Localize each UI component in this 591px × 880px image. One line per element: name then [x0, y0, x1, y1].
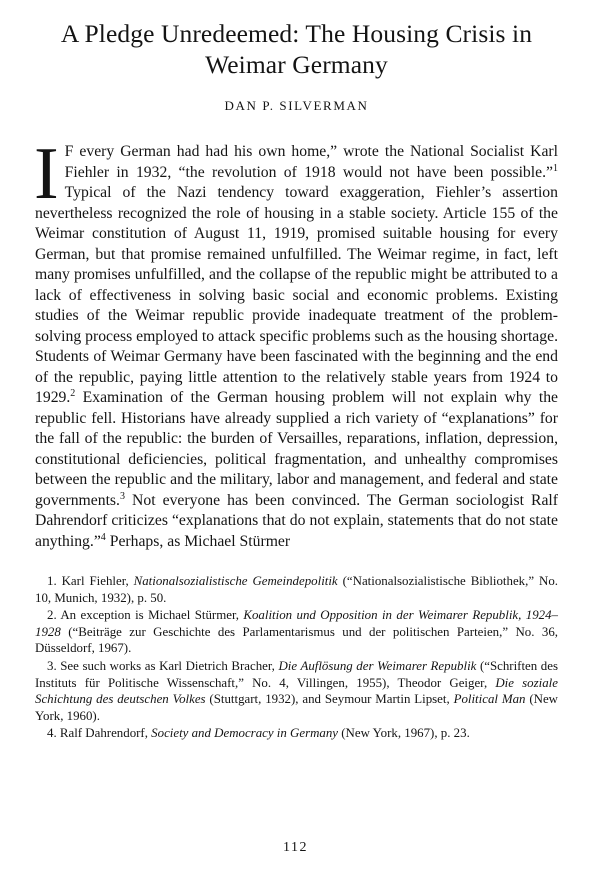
page-number: 112 [283, 840, 308, 855]
drop-cap: I [34, 133, 59, 215]
footnote-3: 3. See such works as Karl Dietrich Bracher, Die Auflösung der Weimarer Republik (“Schriften des Instituts für Politische Wissenschaft,” No. 4, Villingen, 1955), Theodor Geiger, Die soziale Schichtung des deutschen Volkes (Stuttgart, 1932), and Seymour Martin Lipset, Political Man (New York, 1960). [35, 658, 558, 723]
article-author: DAN P. SILVERMAN [224, 98, 369, 113]
footnote-ref-1: 1 [553, 162, 558, 174]
footnote-number: 4. [47, 726, 57, 741]
body-text-part-4: Not everyone has been convinced. The German sociologist Ralf Dahrendorf criticizes “explanations that do not explain, statements that do not state anything.” [35, 491, 558, 550]
body-text-part-2: Typical of the Nazi tendency toward exaggeration, Fiehler’s assertion nevertheless recognized the role of housing in a stable society. Article 155 of the Weimar constitution of August 11, 1919, promised suitable housing for every German, but that promise remained unfulfilled. The Weimar regime, in fact, left many promises unfulfilled, and the collapse of the republic might be attributed to a lack of effectiveness in solving basic social and economic problems. Existing studies of the Weimar republic provide inadequate treatment of the problem-solving process employed to attack specific problems such as the housing shortage. Students of Weimar Germany have been fascinated with the beginning and the end of the republic, paying little attention to the relatively stable years from 1924 to 1929. [35, 184, 558, 406]
footnote-4: 4. Ralf Dahrendorf, Society and Democracy in Germany (New York, 1967), p. 23. [35, 725, 558, 742]
footnote-number: 3. [47, 658, 57, 673]
body-text-part-5: Perhaps, as Michael Stürmer [105, 532, 291, 550]
article-title [35, 18, 558, 80]
cited-title: Die soziale Schichtung des deutschen Volkes [35, 675, 558, 707]
article-title-line-2: Weimar Germany [205, 50, 388, 79]
body-text-part-1: F every German had had his own home,” wrote the National Socialist Karl Fiehler in 1932, “the revolution of 1918 would not have been possible.” [64, 143, 558, 181]
article-page [35, 18, 558, 743]
body-text-part-3: Examination of the German housing problem will not explain why the republic fell. Historians have already supplied a rich variety of “explanations” for the fall of the republic: the burden of Versailles, reparations, inflation, depression, constitutional deficiencies, political fragmentation, and unhealthy compromises between the republic and the military, labor and management, and federal and state governments. [35, 389, 558, 509]
footnote-ref-3: 3 [119, 490, 125, 502]
footnote-number: 1. [47, 574, 57, 588]
footnote-ref-2: 2 [70, 387, 76, 399]
footnote-1: 1. Karl Fiehler, Nationalsozialistische Gemeindepolitik (“Nationalsozialistische Bibliothek,” No. 10, Munich, 1932), p. 50. [35, 574, 558, 605]
footnote-number: 2. [47, 608, 57, 623]
cited-title: Die Auflösung der Weimarer Republik [278, 658, 477, 673]
cited-title: Nationalsozialistische Gemeindepolitik [133, 574, 338, 588]
cited-title: Political Man [453, 692, 526, 707]
article-title-line-1: A Pledge Unredeemed: The Housing Crisis in [60, 19, 533, 48]
cited-title: Society and Democracy in Germany [151, 726, 339, 741]
cited-title: Koalition und Opposition in der Weimarer Republik, 1924–1928 [35, 608, 558, 639]
footnote-2: 2. An exception is Michael Stürmer, Koalition und Opposition in der Weimarer Republik, 1924–1928 (“Beiträge zur Geschichte des Parlamentarismus und der politischen Parteien,” No. 36, Düsseldorf, 1967). [35, 608, 558, 656]
footnote-ref-4: 4 [100, 531, 106, 543]
body-paragraph [34, 133, 558, 552]
footnotes [35, 573, 558, 742]
